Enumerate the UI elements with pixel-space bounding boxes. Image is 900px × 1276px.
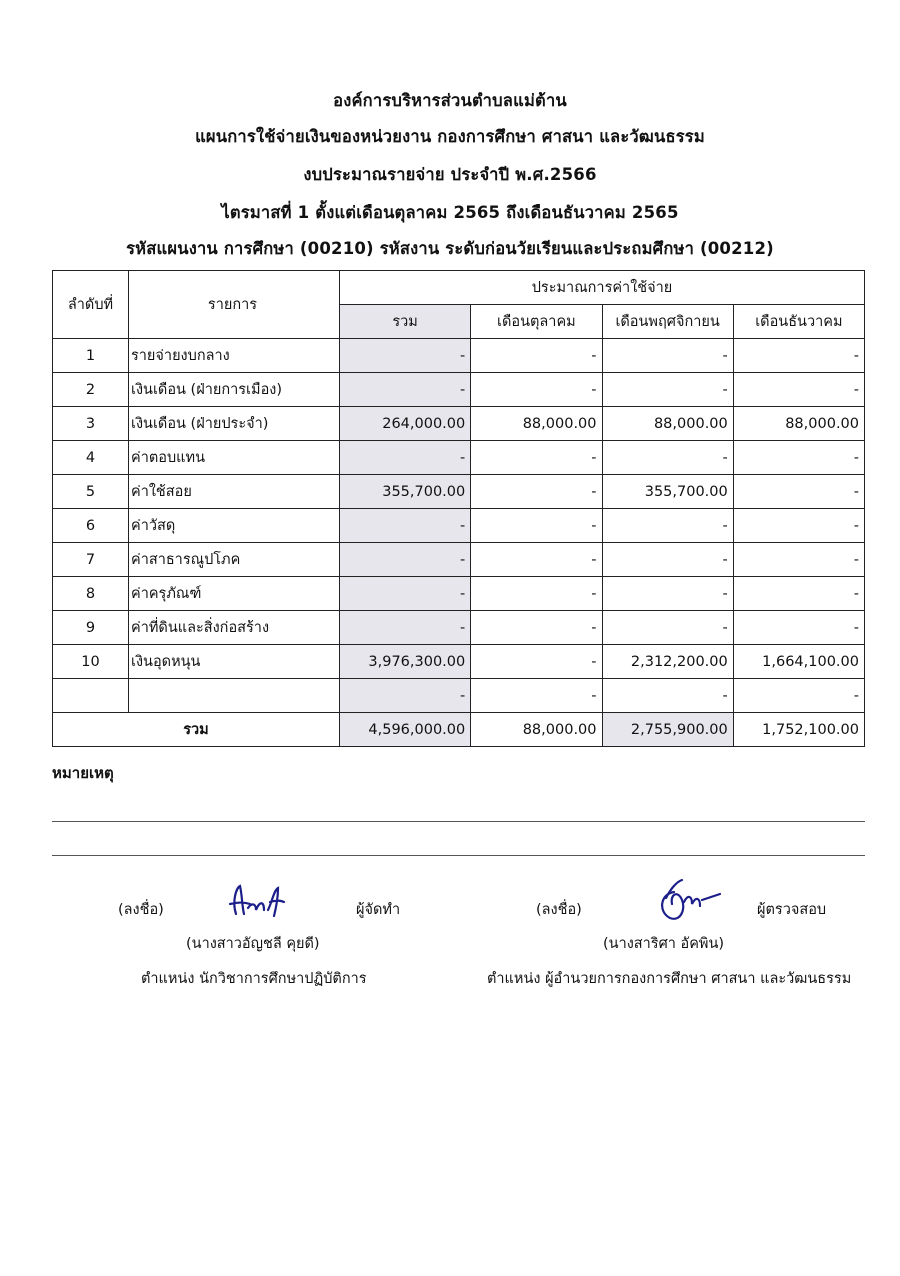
table-row: [53, 611, 865, 645]
row-dec: -: [733, 441, 864, 475]
row-number: 2: [53, 373, 129, 407]
table-row: [53, 407, 865, 441]
sum-nov: 2,755,900.00: [602, 713, 733, 747]
row-number: [53, 679, 129, 713]
row-total: -: [340, 679, 471, 713]
column-header-oct: เดือนตุลาคม: [471, 305, 602, 339]
table-row: [53, 543, 865, 577]
role-reviewer: ผู้ตรวจสอบ: [757, 902, 827, 918]
row-total: -: [340, 509, 471, 543]
table-row: [53, 577, 865, 611]
column-header-dec: เดือนธันวาคม: [733, 305, 864, 339]
row-dec: 88,000.00: [733, 407, 864, 441]
row-dec: -: [733, 543, 864, 577]
row-total: -: [340, 577, 471, 611]
row-oct: -: [471, 577, 602, 611]
row-dec: 1,664,100.00: [733, 645, 864, 679]
sum-dec: 1,752,100.00: [733, 713, 864, 747]
sum-row: [53, 713, 865, 747]
row-item: [129, 679, 340, 713]
column-header-budget-group: ประมาณการค่าใช้จ่าย: [340, 271, 865, 305]
row-number: 10: [53, 645, 129, 679]
row-dec: -: [733, 577, 864, 611]
row-oct: -: [471, 441, 602, 475]
row-number: 3: [53, 407, 129, 441]
row-number: 9: [53, 611, 129, 645]
quarter-period: ไตรมาสที่ 1 ตั้งแต่เดือนตุลาคม 2565 ถึงเดือนธันวาคม 2565: [221, 203, 679, 222]
row-number: 6: [53, 509, 129, 543]
sum-total: 4,596,000.00: [340, 713, 471, 747]
column-header-nov: เดือนพฤศจิกายน: [602, 305, 733, 339]
sign-label-right: (ลงชื่อ): [536, 902, 582, 918]
table-row: [53, 475, 865, 509]
row-number: 4: [53, 441, 129, 475]
plan-code: รหัสแผนงาน การศึกษา (00210) รหัสงาน ระดับก่อนวัยเรียนและประถมศึกษา (00212): [126, 239, 774, 258]
row-number: 7: [53, 543, 129, 577]
column-header-item: รายการ: [129, 271, 340, 339]
name-preparer: (นางสาวอัญชลี คุยดี): [186, 936, 320, 952]
handwritten-signature-right: [652, 872, 724, 928]
row-nov: 2,312,200.00: [602, 645, 733, 679]
row-oct: -: [471, 543, 602, 577]
row-dec: -: [733, 373, 864, 407]
row-nov: -: [602, 339, 733, 373]
row-item: รายจ่ายงบกลาง: [129, 339, 340, 373]
row-oct: -: [471, 339, 602, 373]
row-nov: -: [602, 611, 733, 645]
row-total: 3,976,300.00: [340, 645, 471, 679]
row-item: ค่าสาธารณูปโภค: [129, 543, 340, 577]
table-row: [53, 441, 865, 475]
row-nov: -: [602, 577, 733, 611]
row-dec: -: [733, 509, 864, 543]
org-name: องค์การบริหารส่วนตำบลแม่ต้าน: [333, 91, 567, 110]
table-row: [53, 373, 865, 407]
table-row: [53, 509, 865, 543]
column-header-no: ลำดับที่: [53, 271, 129, 339]
row-nov: -: [602, 679, 733, 713]
row-oct: -: [471, 475, 602, 509]
row-nov: 88,000.00: [602, 407, 733, 441]
row-dec: -: [733, 339, 864, 373]
row-item: เงินเดือน (ฝ่ายการเมือง): [129, 373, 340, 407]
row-total: -: [340, 611, 471, 645]
row-nov: -: [602, 509, 733, 543]
row-dec: -: [733, 679, 864, 713]
row-nov: -: [602, 373, 733, 407]
row-total: -: [340, 339, 471, 373]
note-line-1: [52, 821, 865, 822]
note-line-2: [52, 855, 865, 856]
row-item: ค่าตอบแทน: [129, 441, 340, 475]
notes-label: หมายเหตุ: [52, 764, 114, 782]
row-number: 5: [53, 475, 129, 509]
row-item: เงินอุดหนุน: [129, 645, 340, 679]
plan-title: แผนการใช้จ่ายเงินของหน่วยงาน กองการศึกษา ศาสนา และวัฒนธรรม: [195, 127, 705, 146]
role-preparer: ผู้จัดทำ: [356, 902, 401, 918]
row-nov: -: [602, 441, 733, 475]
row-total: -: [340, 441, 471, 475]
row-oct: -: [471, 679, 602, 713]
handwritten-signature-left: [222, 880, 292, 922]
row-total: 264,000.00: [340, 407, 471, 441]
position-preparer: ตำแหน่ง นักวิชาการศึกษาปฏิบัติการ: [141, 971, 367, 987]
budget-table: [52, 270, 865, 747]
table-row: [53, 339, 865, 373]
row-nov: 355,700.00: [602, 475, 733, 509]
table-row: [53, 645, 865, 679]
sign-label-left: (ลงชื่อ): [118, 902, 164, 918]
sum-label: รวม: [53, 713, 340, 747]
row-oct: 88,000.00: [471, 407, 602, 441]
name-reviewer: (นางสาริศา อัคพิน): [603, 936, 725, 952]
row-item: เงินเดือน (ฝ่ายประจำ): [129, 407, 340, 441]
row-number: 8: [53, 577, 129, 611]
table-row: [53, 679, 865, 713]
row-item: ค่าวัสดุ: [129, 509, 340, 543]
row-oct: -: [471, 611, 602, 645]
row-item: ค่าใช้สอย: [129, 475, 340, 509]
row-number: 1: [53, 339, 129, 373]
row-nov: -: [602, 543, 733, 577]
row-oct: -: [471, 373, 602, 407]
budget-year: งบประมาณรายจ่าย ประจำปี พ.ศ.2566: [303, 165, 597, 184]
row-total: 355,700.00: [340, 475, 471, 509]
row-oct: -: [471, 509, 602, 543]
sum-oct: 88,000.00: [471, 713, 602, 747]
row-total: -: [340, 373, 471, 407]
row-dec: -: [733, 611, 864, 645]
position-reviewer: ตำแหน่ง ผู้อำนวยการกองการศึกษา ศาสนา และวัฒนธรรม: [487, 971, 852, 987]
column-header-total: รวม: [340, 305, 471, 339]
row-total: -: [340, 543, 471, 577]
row-oct: -: [471, 645, 602, 679]
row-dec: -: [733, 475, 864, 509]
row-item: ค่าที่ดินและสิ่งก่อสร้าง: [129, 611, 340, 645]
row-item: ค่าครุภัณฑ์: [129, 577, 340, 611]
